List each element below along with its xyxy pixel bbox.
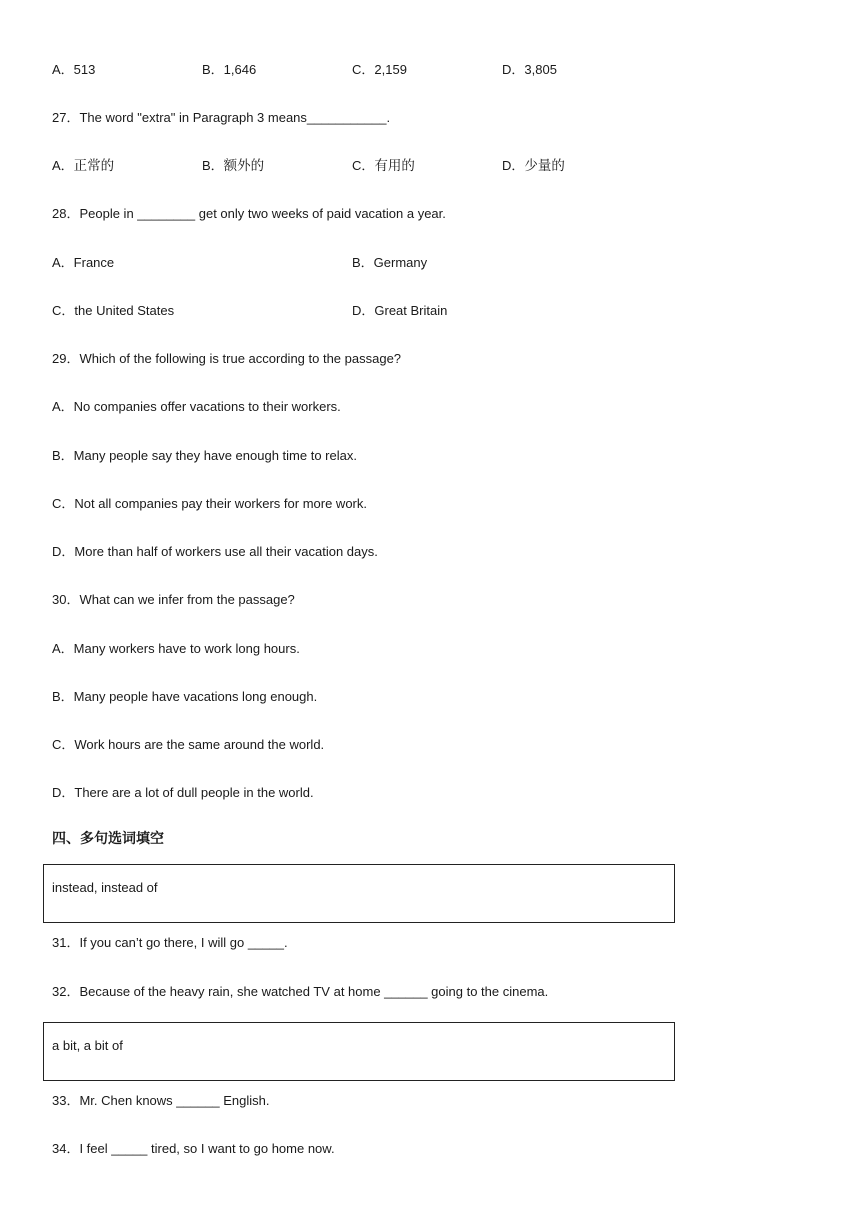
- q28-option-b: B．Germany: [352, 255, 428, 270]
- section-title: 四、多句选词填空: [52, 831, 164, 847]
- q30-option-d: D．There are a lot of dull people in the world.: [52, 785, 314, 800]
- q28-option-c: C．the United States: [52, 303, 175, 318]
- q26-option-c: C．2,159: [352, 62, 407, 77]
- word-box-1-words: instead, instead of: [52, 880, 158, 895]
- q28-stem: 28．People in ________ get only two weeks of paid vacation a year.: [52, 206, 446, 221]
- q29-option-b: B．Many people say they have enough time to relax.: [52, 448, 357, 463]
- q26-option-d: D．3,805: [502, 62, 557, 77]
- q27-option-a: A．正常的: [52, 158, 115, 174]
- q28-option-d: D．Great Britain: [352, 303, 448, 318]
- word-box-2: [43, 1022, 675, 1081]
- word-box-2-words: a bit, a bit of: [52, 1038, 123, 1053]
- q31-stem: 31．If you can’t go there, I will go _____.: [52, 935, 288, 950]
- q34-stem: 34．I feel _____ tired, so I want to go home now.: [52, 1141, 335, 1156]
- q29-option-a: A．No companies offer vacations to their workers.: [52, 399, 341, 414]
- q30-option-b: B．Many people have vacations long enough.: [52, 689, 318, 704]
- q27-option-d: D．少量的: [502, 158, 565, 174]
- q26-option-b: B．1,646: [202, 62, 257, 77]
- q29-option-c: C．Not all companies pay their workers for more work.: [52, 496, 367, 511]
- q27-stem: 27．The word "extra" in Paragraph 3 means___________.: [52, 110, 391, 125]
- q29-stem: 29．Which of the following is true according to the passage?: [52, 351, 402, 366]
- q29-option-d: D．More than half of workers use all their vacation days.: [52, 544, 378, 559]
- q26-option-a: A．513: [52, 62, 96, 77]
- word-box-1: [43, 864, 675, 923]
- q32-stem: 32．Because of the heavy rain, she watched TV at home ______ going to the cinema.: [52, 984, 549, 999]
- q30-option-c: C．Work hours are the same around the world.: [52, 737, 325, 752]
- q30-stem: 30．What can we infer from the passage?: [52, 592, 295, 607]
- q30-option-a: A．Many workers have to work long hours.: [52, 641, 300, 656]
- q27-option-b: B．额外的: [202, 158, 265, 174]
- q27-option-c: C．有用的: [352, 158, 415, 174]
- q28-option-a: A．France: [52, 255, 115, 270]
- q33-stem: 33．Mr. Chen knows ______ English.: [52, 1093, 270, 1108]
